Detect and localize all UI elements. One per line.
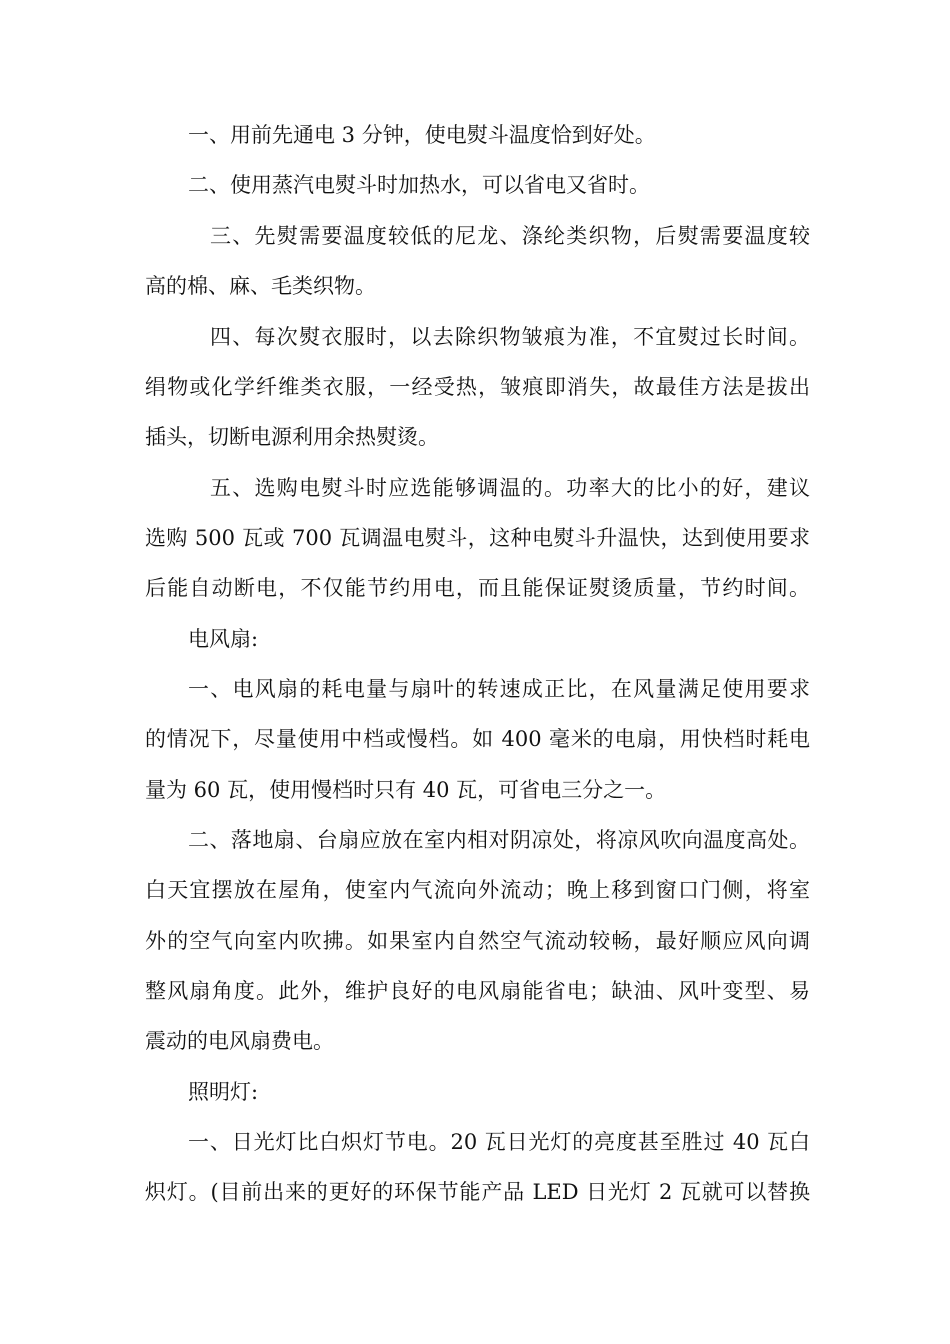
text-line: 高的棉、麻、毛类织物。 [145, 274, 376, 298]
section-heading: 照明灯: [188, 1080, 259, 1104]
text-line: 炽灯。(目前出来的更好的环保节能产品 LED 日光灯 2 瓦就可以替换 [145, 1180, 810, 1204]
text-line: 一、电风扇的耗电量与扇叶的转速成正比，在风量满足使用要求 [188, 677, 810, 701]
text-line: 震动的电风扇费电。 [145, 1029, 334, 1053]
text-line: 后能自动断电，不仅能节约用电，而且能保证熨烫质量，节约时间。 [145, 576, 810, 600]
text-line: 插头，切断电源利用余热熨烫。 [145, 425, 439, 449]
text-line: 二、落地扇、台扇应放在室内相对阴凉处，将凉风吹向温度高处。 [188, 828, 810, 852]
text-line: 量为 60 瓦，使用慢档时只有 40 瓦，可省电三分之一。 [145, 778, 667, 802]
text-line: 白天宜摆放在屋角，使室内气流向外流动；晚上移到窗口门侧，将室 [145, 878, 810, 902]
text-line: 二、使用蒸汽电熨斗时加热水，可以省电又省时。 [188, 173, 650, 197]
section-heading: 电风扇: [188, 627, 259, 651]
text-line: 三、先熨需要温度较低的尼龙、涤纶类织物，后熨需要温度较 [210, 224, 810, 248]
text-line: 外的空气向室内吹拂。如果室内自然空气流动较畅，最好顺应风向调 [145, 929, 810, 953]
text-line: 的情况下，尽量使用中档或慢档。如 400 毫米的电扇，用快档时耗电 [145, 727, 810, 751]
text-line: 一、日光灯比白炽灯节电。20 瓦日光灯的亮度甚至胜过 40 瓦白 [188, 1130, 810, 1154]
text-line: 四、每次熨衣服时，以去除织物皱痕为准，不宜熨过长时间。 [210, 325, 810, 349]
text-line: 五、选购电熨斗时应选能够调温的。功率大的比小的好，建议 [210, 476, 810, 500]
text-line: 整风扇角度。此外，维护良好的电风扇能省电；缺油、风叶变型、易 [145, 979, 810, 1003]
text-line: 一、用前先通电 3 分钟，使电熨斗温度恰到好处。 [188, 123, 656, 147]
text-line: 选购 500 瓦或 700 瓦调温电熨斗，这种电熨斗升温快，达到使用要求 [145, 526, 810, 550]
text-line: 绢物或化学纤维类衣服，一经受热，皱痕即消失，故最佳方法是拔出 [145, 375, 810, 399]
